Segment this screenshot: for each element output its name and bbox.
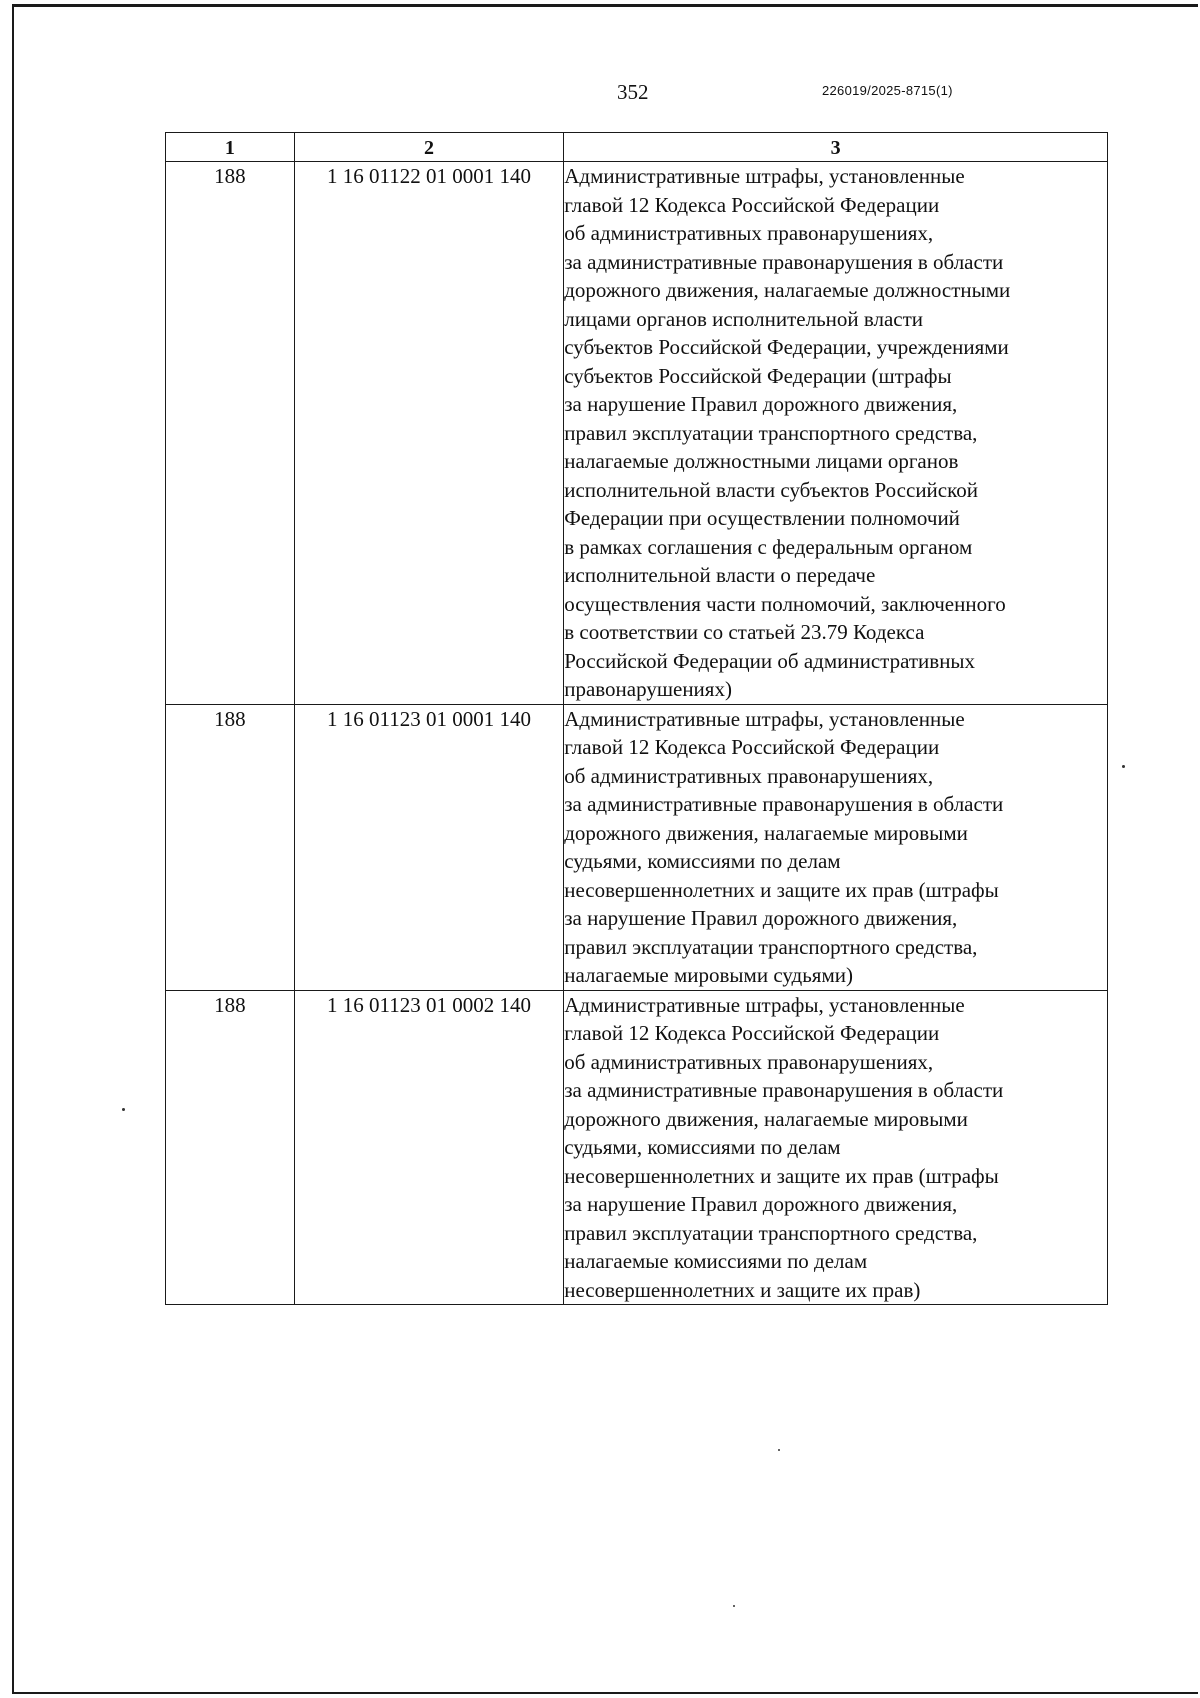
description-line: Федерации при осуществлении полномочий [564, 506, 960, 530]
scan-speck [778, 1449, 780, 1451]
page-number: 352 [617, 80, 649, 104]
description-line: Российской Федерации об административных [564, 648, 976, 673]
table-row [166, 704, 1108, 990]
description-line: налагаемые должностными лицами органов [564, 449, 959, 473]
description-line: за административные правонарушения в области [564, 1078, 1004, 1102]
description-line: главой 12 Кодекса Российской Федерации [564, 1021, 940, 1045]
income-code-cell: 1 16 01123 01 0002 140 [294, 990, 563, 1305]
admin-code-cell: 188 [166, 162, 295, 705]
description-line: главой 12 Кодекса Российской Федерации [564, 192, 940, 217]
column-header-1: 1 [166, 133, 295, 162]
description-cell [564, 704, 1108, 990]
description-line: несовершеннолетних и защите их прав (штрафы [564, 877, 999, 902]
table-header-row [166, 133, 1108, 162]
table-row [166, 990, 1108, 1305]
scan-speck [122, 1108, 125, 1111]
description-line: исполнительной власти субъектов Российской [564, 477, 978, 502]
document-reference: 226019/2025-8715(1) [822, 83, 953, 98]
description-line: дорожного движения, налагаемые мировыми [564, 1106, 968, 1131]
description-line: лицами органов исполнительной власти [564, 306, 924, 331]
budget-classification-table [165, 132, 1108, 1305]
description-cell [564, 162, 1108, 705]
description-line: налагаемые мировыми судьями) [564, 963, 853, 987]
description-line: правонарушениях) [564, 677, 732, 701]
description-line: субъектов Российской Федерации, учреждениями [564, 335, 1009, 359]
description-cell [564, 990, 1108, 1305]
description-line: правил эксплуатации транспортного средства, [564, 420, 978, 445]
description-line: дорожного движения, налагаемые мировыми [564, 820, 968, 845]
description-line: об административных правонарушениях, [564, 1049, 934, 1074]
description-line: несовершеннолетних и защите их прав (штрафы [564, 1163, 999, 1188]
description-line: исполнительной власти о передаче [564, 563, 876, 587]
description-line: в рамках соглашения с федеральным органом [564, 534, 973, 559]
description-line: несовершеннолетних и защите их прав) [564, 1277, 921, 1302]
description-line: за нарушение Правил дорожного движения, [564, 392, 958, 416]
admin-code-cell: 188 [166, 704, 295, 990]
table-row [166, 162, 1108, 705]
admin-code-cell: 188 [166, 990, 295, 1305]
column-header-2: 2 [294, 133, 563, 162]
description-line: дорожного движения, налагаемые должностными [564, 278, 1011, 302]
income-code-cell: 1 16 01123 01 0001 140 [294, 704, 563, 990]
column-header-3: 3 [564, 133, 1108, 162]
description-line: осуществления части полномочий, заключенного [564, 591, 1006, 616]
description-line: за административные правонарушения в области [564, 249, 1004, 274]
description-line: за нарушение Правил дорожного движения, [564, 1192, 958, 1216]
description-line: правил эксплуатации транспортного средства, [564, 934, 978, 959]
description-line: Административные штрафы, установленные [564, 706, 965, 731]
description-line: налагаемые комиссиями по делам [564, 1249, 868, 1273]
scan-speck [1122, 765, 1125, 768]
description-line: Административные штрафы, установленные [564, 992, 965, 1017]
description-line: об административных правонарушениях, [564, 221, 934, 245]
description-line: за нарушение Правил дорожного движения, [564, 906, 958, 930]
description-line: Административные штрафы, установленные [564, 164, 965, 188]
scan-speck [733, 1605, 735, 1607]
description-line: правил эксплуатации транспортного средства, [564, 1220, 978, 1245]
description-line: субъектов Российской Федерации (штрафы [564, 363, 952, 388]
description-line: главой 12 Кодекса Российской Федерации [564, 735, 940, 759]
table-body [166, 162, 1108, 1305]
description-line: об административных правонарушениях, [564, 763, 934, 788]
description-line: за административные правонарушения в области [564, 792, 1004, 816]
description-line: судьями, комиссиями по делам [564, 1135, 841, 1159]
description-line: судьями, комиссиями по делам [564, 849, 841, 873]
description-line: в соответствии со статьей 23.79 Кодекса [564, 620, 925, 644]
income-code-cell: 1 16 01122 01 0001 140 [294, 162, 563, 705]
